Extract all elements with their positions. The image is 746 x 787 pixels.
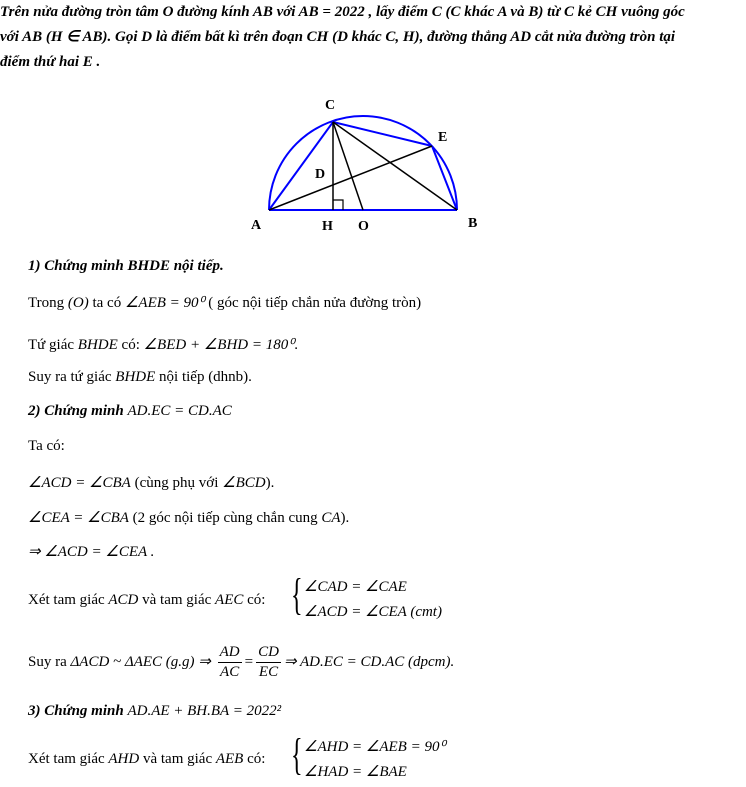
part2-conclusion: Suy ra ΔACD ~ ΔAEC (g.g) ⇒ $\frac{AD}{AC}$ = $\frac{CD}{EC}$ ⇒ AD.EC = CD.AC (dpcm). xyxy=(28,644,455,680)
fraction-ad-ac: $\frac{AD}{AC}$ xyxy=(219,644,240,680)
part1-line1: Trong (O) ta có ∠AEB = 90⁰ ( góc nội tiếp chắn nửa đường tròn) xyxy=(28,295,422,311)
part2-sys2: ∠ACD = ∠CEA (cmt) xyxy=(304,604,442,620)
part1-heading: 1) Chứng minh BHDE nội tiếp. xyxy=(28,258,224,274)
part2-heading: 2) Chứng minh AD.EC = CD.AC xyxy=(28,403,232,419)
part3-heading: 3) Chứng minh AD.AE + BH.BA = 2022² xyxy=(28,703,282,719)
part2-ta-co: Ta có: xyxy=(28,438,65,454)
part1-line3: Suy ra tứ giác BHDE nội tiếp (dhnb). xyxy=(28,369,252,385)
part2-xet: Xét tam giác ACD và tam giác AEC có: xyxy=(28,592,266,608)
part1-line2: Tứ giác BHDE có: ∠BED + ∠BHD = 180⁰. xyxy=(28,337,298,353)
geometry-figure xyxy=(240,95,500,240)
fraction-cd-ec: $\frac{CD}{EC}$ xyxy=(258,644,279,680)
segment-co xyxy=(333,122,363,210)
part2-eq1: ∠ACD = ∠CBA (cùng phụ với ∠BCD). xyxy=(28,475,275,491)
part3-sys1: ∠AHD = ∠AEB = 90⁰ xyxy=(304,739,446,755)
system-brace-1: { xyxy=(291,570,303,619)
label-d: D xyxy=(315,167,326,182)
label-h: H xyxy=(322,219,333,234)
label-e: E xyxy=(438,130,448,145)
label-b: B xyxy=(468,216,478,231)
right-angle-mark xyxy=(333,200,343,210)
label-a: A xyxy=(251,218,262,233)
part2-sys1: ∠CAD = ∠CAE xyxy=(304,579,407,595)
part3-xet: Xét tam giác AHD và tam giác AEB có: xyxy=(28,751,266,767)
part3-sys2: ∠HAD = ∠BAE xyxy=(304,764,407,780)
label-c: C xyxy=(325,98,336,113)
system-brace-2: { xyxy=(291,730,303,779)
part2-eq3: ⇒ ∠ACD = ∠CEA . xyxy=(28,544,155,560)
part2-eq2: ∠CEA = ∠CBA (2 góc nội tiếp cùng chắn cung CA). xyxy=(28,510,350,526)
problem-statement: Trên nửa đường tròn tâm O đường kính AB với AB = 2022 , lấy điểm C (C khác A và B) từ C kẻ CH vuông góc với AB (H ∈ AB). Gọi D là điểm bất kì trên đoạn CH (D khác C, H), đường thẳng AD cắt nửa đường tròn tại điểm thứ hai E . xyxy=(0,4,685,70)
label-o: O xyxy=(358,219,369,234)
